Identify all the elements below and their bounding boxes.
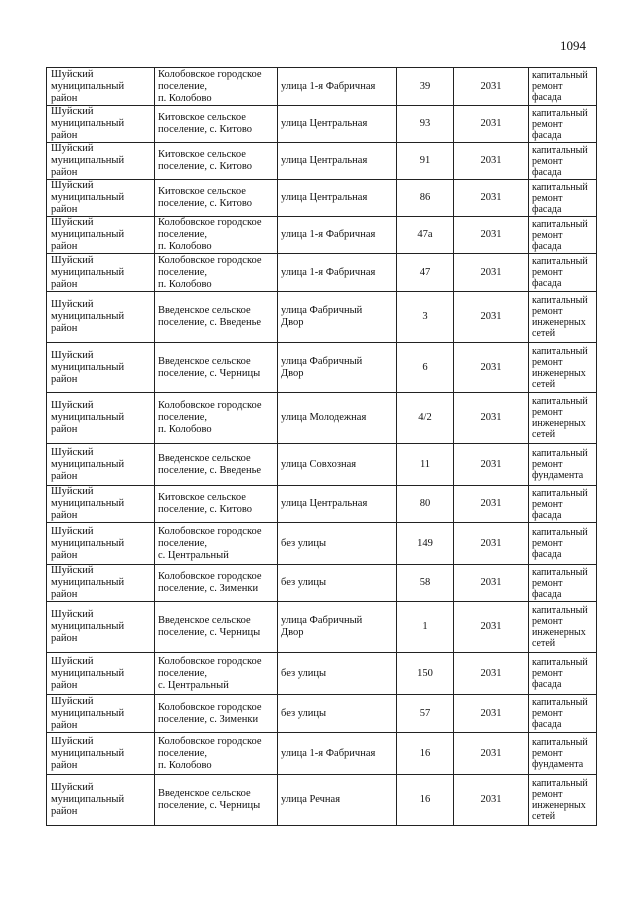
district-cell: Шуйский муниципальный район [47,68,155,106]
district-cell: Шуйский муниципальный район [47,444,155,486]
street-cell: улица Центральная [278,180,397,217]
settlement-cell: Колобовское городское поселение, п. Колобово [155,217,278,254]
district-cell: Шуйский муниципальный район [47,775,155,826]
year-cell: 2031 [454,523,529,565]
street-cell: улица Центральная [278,106,397,143]
work-type-cell: капитальный ремонт фасада [529,180,597,217]
street-cell: без улицы [278,653,397,695]
work-type-cell: капитальный ремонт инженерных сетей [529,292,597,343]
work-type-cell: капитальный ремонт фасада [529,217,597,254]
work-type-cell: капитальный ремонт фундамента [529,444,597,486]
settlement-cell: Колобовское городское поселение, с. Зименки [155,565,278,602]
settlement-cell: Введенское сельское поселение, с. Черницы [155,775,278,826]
year-cell: 2031 [454,393,529,444]
district-cell: Шуйский муниципальный район [47,523,155,565]
table-row [47,180,597,217]
work-type-cell: капитальный ремонт инженерных сетей [529,602,597,653]
street-cell: улица Центральная [278,143,397,180]
street-cell: улица Совхозная [278,444,397,486]
year-cell: 2031 [454,343,529,393]
settlement-cell: Введенское сельское поселение, с. Черницы [155,343,278,393]
settlement-cell: Введенское сельское поселение, с. Введенье [155,444,278,486]
table-row [47,292,597,343]
year-cell: 2031 [454,486,529,523]
district-cell: Шуйский муниципальный район [47,393,155,444]
year-cell: 2031 [454,254,529,292]
table-row [47,393,597,444]
house-number-cell: 93 [397,106,454,143]
district-cell: Шуйский муниципальный район [47,343,155,393]
street-cell: без улицы [278,695,397,733]
year-cell: 2031 [454,444,529,486]
table-row [47,68,597,106]
street-cell: улица Фабричный Двор [278,292,397,343]
table-row [47,775,597,826]
table-row [47,523,597,565]
work-type-cell: капитальный ремонт фундамента [529,733,597,775]
house-number-cell: 3 [397,292,454,343]
settlement-cell: Введенское сельское поселение, с. Черницы [155,602,278,653]
district-cell: Шуйский муниципальный район [47,486,155,523]
street-cell: улица Речная [278,775,397,826]
street-cell: без улицы [278,565,397,602]
work-type-cell: капитальный ремонт инженерных сетей [529,775,597,826]
table-row [47,444,597,486]
street-cell: улица 1-я Фабричная [278,733,397,775]
street-cell: улица Фабричный Двор [278,343,397,393]
table-row [47,143,597,180]
year-cell: 2031 [454,733,529,775]
work-type-cell: капитальный ремонт фасада [529,565,597,602]
house-number-cell: 86 [397,180,454,217]
settlement-cell: Китовское сельское поселение, с. Китово [155,143,278,180]
street-cell: улица Молодежная [278,393,397,444]
settlement-cell: Китовское сельское поселение, с. Китово [155,486,278,523]
year-cell: 2031 [454,653,529,695]
year-cell: 2031 [454,217,529,254]
work-type-cell: капитальный ремонт фасада [529,254,597,292]
street-cell: улица 1-я Фабричная [278,254,397,292]
year-cell: 2031 [454,565,529,602]
street-cell: улица 1-я Фабричная [278,217,397,254]
district-cell: Шуйский муниципальный район [47,565,155,602]
table-row [47,565,597,602]
district-cell: Шуйский муниципальный район [47,217,155,254]
table-row [47,254,597,292]
year-cell: 2031 [454,292,529,343]
house-number-cell: 4/2 [397,393,454,444]
district-cell: Шуйский муниципальный район [47,733,155,775]
work-type-cell: капитальный ремонт фасада [529,523,597,565]
district-cell: Шуйский муниципальный район [47,180,155,217]
settlement-cell: Колобовское городское поселение, с. Центральный [155,653,278,695]
house-number-cell: 16 [397,775,454,826]
table-row [47,486,597,523]
table-row [47,106,597,143]
settlement-cell: Колобовское городское поселение, с. Зименки [155,695,278,733]
street-cell: улица Центральная [278,486,397,523]
house-number-cell: 47 [397,254,454,292]
house-number-cell: 16 [397,733,454,775]
year-cell: 2031 [454,180,529,217]
district-cell: Шуйский муниципальный район [47,254,155,292]
year-cell: 2031 [454,695,529,733]
work-type-cell: капитальный ремонт фасада [529,106,597,143]
settlement-cell: Колобовское городское поселение, п. Колобово [155,68,278,106]
registry-table [46,67,597,826]
street-cell: улица Фабричный Двор [278,602,397,653]
year-cell: 2031 [454,775,529,826]
street-cell: улица 1-я Фабричная [278,68,397,106]
work-type-cell: капитальный ремонт фасада [529,695,597,733]
table-row [47,695,597,733]
district-cell: Шуйский муниципальный район [47,695,155,733]
settlement-cell: Колобовское городское поселение, п. Колобово [155,254,278,292]
house-number-cell: 6 [397,343,454,393]
house-number-cell: 91 [397,143,454,180]
settlement-cell: Китовское сельское поселение, с. Китово [155,180,278,217]
settlement-cell: Колобовское городское поселение, с. Центральный [155,523,278,565]
settlement-cell: Колобовское городское поселение, п. Колобово [155,393,278,444]
district-cell: Шуйский муниципальный район [47,653,155,695]
table-row [47,602,597,653]
table-row [47,217,597,254]
house-number-cell: 1 [397,602,454,653]
year-cell: 2031 [454,68,529,106]
settlement-cell: Китовское сельское поселение, с. Китово [155,106,278,143]
work-type-cell: капитальный ремонт инженерных сетей [529,393,597,444]
settlement-cell: Введенское сельское поселение, с. Введенье [155,292,278,343]
house-number-cell: 57 [397,695,454,733]
settlement-cell: Колобовское городское поселение, п. Колобово [155,733,278,775]
work-type-cell: капитальный ремонт инженерных сетей [529,343,597,393]
work-type-cell: капитальный ремонт фасада [529,68,597,106]
work-type-cell: капитальный ремонт фасада [529,143,597,180]
year-cell: 2031 [454,602,529,653]
table-row [47,653,597,695]
district-cell: Шуйский муниципальный район [47,602,155,653]
house-number-cell: 149 [397,523,454,565]
house-number-cell: 150 [397,653,454,695]
year-cell: 2031 [454,106,529,143]
table-row [47,733,597,775]
table-row [47,343,597,393]
year-cell: 2031 [454,143,529,180]
district-cell: Шуйский муниципальный район [47,292,155,343]
district-cell: Шуйский муниципальный район [47,106,155,143]
house-number-cell: 80 [397,486,454,523]
house-number-cell: 11 [397,444,454,486]
house-number-cell: 58 [397,565,454,602]
page-number: 1094 [560,38,586,53]
registry-body [47,68,597,826]
work-type-cell: капитальный ремонт фасада [529,486,597,523]
district-cell: Шуйский муниципальный район [47,143,155,180]
street-cell: без улицы [278,523,397,565]
house-number-cell: 39 [397,68,454,106]
work-type-cell: капитальный ремонт фасада [529,653,597,695]
house-number-cell: 47а [397,217,454,254]
